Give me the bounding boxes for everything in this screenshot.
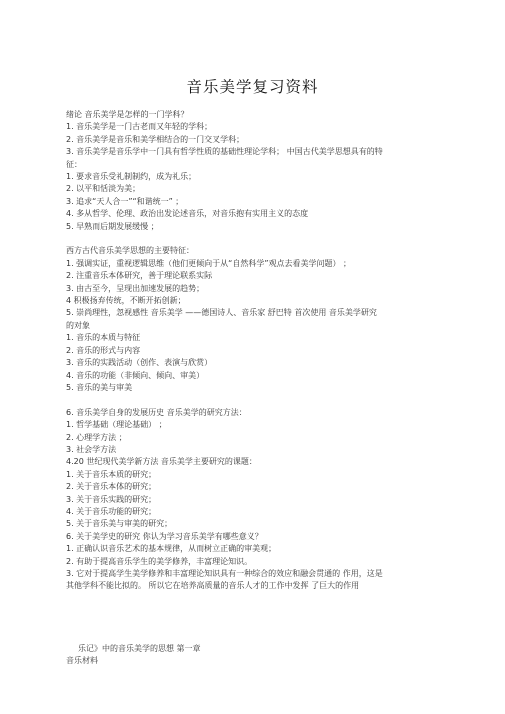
text-line: 4. 关于音乐功能的研究；: [66, 506, 157, 516]
text-line: 的对象: [66, 320, 90, 330]
text-line: 2. 心理学方法 ；: [66, 432, 127, 442]
text-line: 1. 音乐美学是一门古老而又年轻的学科；: [66, 122, 213, 132]
text-line: 3. 音乐的实践活动（创作、表演与欣赏）: [66, 358, 213, 368]
text-line: 1. 关于音乐本质的研究；: [66, 469, 157, 479]
text-line: 5. 音乐的美与审美: [66, 382, 133, 392]
text-line: 1. 正确认识音乐艺术的基本规律，从而树立正确的审美观；: [66, 544, 277, 554]
text-line: 3. 追求“天人合一”“和谐统一” ；: [66, 196, 184, 206]
paragraph-gap: [66, 394, 446, 406]
text-line: 2. 音乐的形式与内容: [66, 345, 141, 355]
text-line: 征：: [66, 159, 82, 169]
footer-subheading: 音乐材料: [66, 656, 98, 666]
document-body: [66, 109, 446, 593]
text-line: 3. 关于音乐实践的研究；: [66, 494, 157, 504]
text-line: 1. 要求音乐受礼制制约，成为礼乐；: [66, 172, 197, 182]
text-line: 2. 以平和恬淡为美；: [66, 184, 141, 194]
text-line: 4 积极扬弃传统，不断开拓创新；: [66, 296, 186, 306]
footer-section: [66, 643, 201, 668]
text-line: 3. 音乐美学是音乐学中一门具有哲学性质的基础性理论学科； 中国古代美学思想具有的特: [66, 147, 383, 157]
text-line: 5. 崇尚理性，忽视感性 音乐美学 ——德国诗人、音乐家 舒巴特 首次使用 音乐美学研究: [66, 308, 377, 318]
text-line: 4. 音乐的功能（非倾向、倾向、审美）: [66, 370, 205, 380]
text-line: 3. 它对于提高学生美学修养和丰富理论知识具有一种综合的效应和融会贯通的 作用，这是: [66, 569, 383, 578]
text-line: 1. 哲学基础（理论基础） ；: [66, 420, 167, 430]
document-title: 音乐美学复习资料: [186, 78, 319, 96]
text-line: 绪论 音乐美学是怎样的一门学科？: [66, 110, 189, 119]
text-line: 1. 强调实证，重视逻辑思维（他们更倾向于从“自然科学”观点去看美学问题） ；: [66, 258, 352, 268]
text-line: 3. 社会学方法: [66, 444, 117, 454]
text-line: 2. 有助于提高音乐学生的美学修养，丰富理论知识。: [66, 556, 253, 566]
text-line: 6. 关于美学史的研究 你认为学习音乐美学有哪些意义？: [66, 531, 263, 541]
text-line: 4.20 世纪现代美学新方法 音乐美学主要研究的课题：: [66, 457, 257, 467]
footer-heading: 乐记》中的音乐美学的思想 第一章: [78, 644, 201, 653]
text-line: 1. 音乐的本质与特征: [66, 333, 141, 343]
text-line: 4. 多从哲学、伦理、政治出发论述音乐，对音乐抱有实用主义的态度: [66, 209, 309, 219]
text-line: 西方古代音乐美学思想的主要特征：: [66, 246, 194, 256]
text-line: 2. 音乐美学是音乐和美学相结合的一门交叉学科；: [66, 134, 245, 144]
text-line: 2. 关于音乐本体的研究；: [66, 482, 157, 492]
text-line: 5. 早熟而后期发展缓慢 ；: [66, 221, 159, 231]
text-line: 3. 由古至今，呈现出加速发展的趋势；: [66, 283, 205, 293]
paragraph-gap: [66, 233, 446, 245]
text-line: 其他学科不能比拟的。 所以它在培养高质量的音乐人才的工作中发挥 了巨大的作用: [66, 581, 360, 591]
text-line: 2. 注重音乐本体研究，善于理论联系实际: [66, 271, 213, 281]
text-line: 5. 关于音乐美与审美的研究；: [66, 519, 173, 529]
text-line: 6. 音乐美学自身的发展历史 音乐美学的研究方法：: [66, 407, 247, 417]
